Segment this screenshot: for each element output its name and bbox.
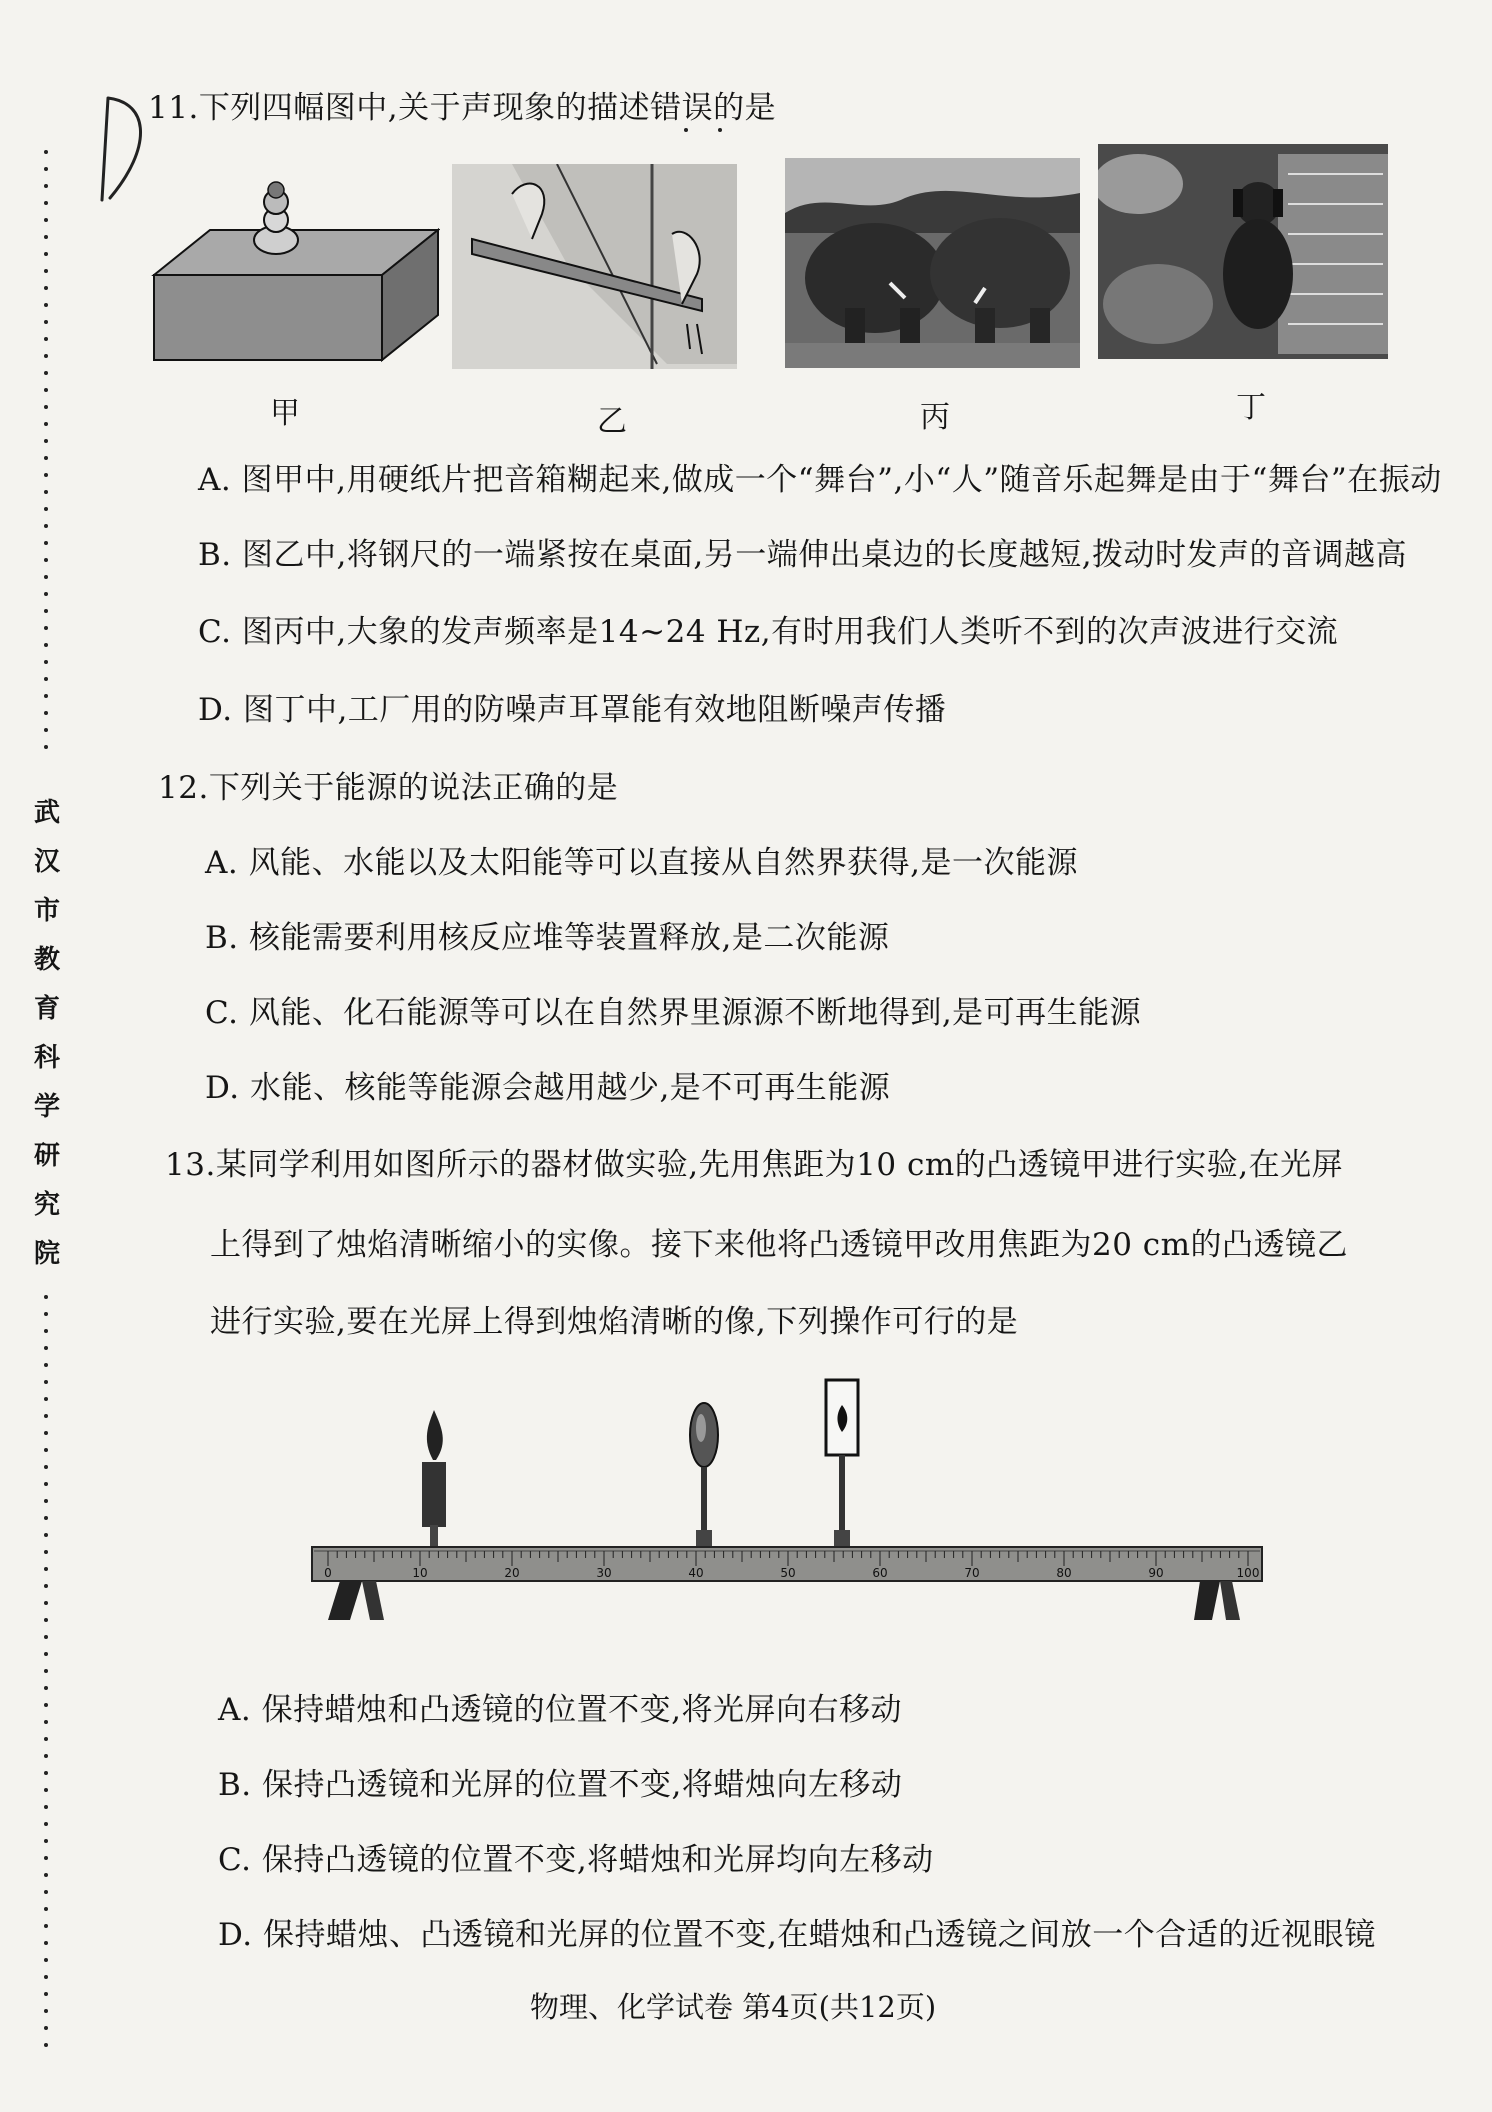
q11-option-a: A. 图甲中,用硬纸片把音箱糊起来,做成一个“舞台”,小“人”随音乐起舞是由于“舞台”在振动 xyxy=(198,462,1442,498)
convex-lens xyxy=(690,1403,718,1548)
q13-option-d: D. 保持蜡烛、凸透镜和光屏的位置不变,在蜡烛和凸透镜之间放一个合适的近视眼镜 xyxy=(218,1917,1376,1953)
margin-char: 教 xyxy=(34,945,61,975)
page-footer: 物理、化学试卷 第4页(共12页) xyxy=(530,1990,937,2024)
bench-tick-label: 90 xyxy=(1148,1566,1164,1580)
q13-stem-line-3: 进行实验,要在光屏上得到烛焰清晰的像,下列操作可行的是 xyxy=(210,1304,1019,1340)
optical-bench-figure xyxy=(300,1370,1270,1660)
figure-ding-factory-earmuffs-photo xyxy=(1098,144,1388,359)
bench-tick-label: 60 xyxy=(872,1566,888,1580)
figure-jia-speaker-stage xyxy=(150,160,440,365)
figure-label: 甲 xyxy=(270,396,300,431)
bench-tick-label: 30 xyxy=(596,1566,612,1580)
figure-label: 丙 xyxy=(920,400,950,435)
bench-tick-label: 70 xyxy=(964,1566,980,1580)
bench-tick-label: 80 xyxy=(1056,1566,1072,1580)
bench-tick-label: 50 xyxy=(780,1566,796,1580)
figure-yi-steel-ruler xyxy=(452,164,737,369)
bench-tick-label: 0 xyxy=(324,1566,332,1580)
margin-char: 院 xyxy=(34,1239,61,1269)
figure-label: 丁 xyxy=(1236,390,1266,425)
q13-stem-line-1: 13.某同学利用如图所示的器材做实验,先用焦距为10 cm的凸透镜甲进行实验,在光屏 xyxy=(165,1147,1344,1183)
q12-option-c: C. 风能、化石能源等可以在自然界里源源不断地得到,是可再生能源 xyxy=(205,995,1142,1031)
margin-char: 汉 xyxy=(34,847,61,877)
q13-option-b: B. 保持凸透镜和光屏的位置不变,将蜡烛向左移动 xyxy=(218,1767,903,1803)
figure-label: 乙 xyxy=(597,404,627,439)
margin-char: 育 xyxy=(34,994,61,1024)
binding-dots-bottom xyxy=(44,1295,48,2060)
binding-dots-top xyxy=(44,150,48,762)
q13-stem-line-2: 上得到了烛焰清晰缩小的实像。接下来他将凸透镜甲改用焦距为20 cm的凸透镜乙 xyxy=(210,1227,1349,1263)
bench-tick-label: 20 xyxy=(504,1566,520,1580)
q12-option-a: A. 风能、水能以及太阳能等可以直接从自然界获得,是一次能源 xyxy=(205,845,1078,881)
emphasis-dot xyxy=(718,128,722,132)
q11-option-b: B. 图乙中,将钢尺的一端紧按在桌面,另一端伸出桌边的长度越短,拨动时发声的音调越高 xyxy=(198,537,1408,573)
bench-tick-label: 10 xyxy=(412,1566,428,1580)
bench-tick-label: 40 xyxy=(688,1566,704,1580)
figure-bing-elephants-photo xyxy=(785,158,1080,368)
q13-option-c: C. 保持凸透镜的位置不变,将蜡烛和光屏均向左移动 xyxy=(218,1842,934,1878)
margin-char: 究 xyxy=(34,1190,61,1220)
margin-char: 市 xyxy=(34,896,61,926)
q12-stem: 12.下列关于能源的说法正确的是 xyxy=(158,770,619,806)
q11-stem: 11.下列四幅图中,关于声现象的描述错误的是 xyxy=(148,90,777,126)
margin-char: 科 xyxy=(34,1043,61,1073)
q11-option-d: D. 图丁中,工厂用的防噪声耳罩能有效地阻断噪声传播 xyxy=(198,692,947,728)
q12-option-b: B. 核能需要利用核反应堆等装置释放,是二次能源 xyxy=(205,920,890,956)
margin-char: 武 xyxy=(34,798,61,828)
q12-option-d: D. 水能、核能等能源会越用越少,是不可再生能源 xyxy=(205,1070,891,1106)
light-screen xyxy=(826,1380,858,1548)
bench-tick-label: 100 xyxy=(1236,1566,1260,1580)
q13-option-a: A. 保持蜡烛和凸透镜的位置不变,将光屏向右移动 xyxy=(218,1692,902,1728)
emphasis-dot xyxy=(684,128,688,132)
margin-char: 研 xyxy=(34,1141,61,1171)
margin-char: 学 xyxy=(34,1092,61,1122)
q11-option-c: C. 图丙中,大象的发声频率是14~24 Hz,有时用我们人类听不到的次声波进行交流 xyxy=(198,614,1339,650)
candle xyxy=(422,1410,446,1547)
